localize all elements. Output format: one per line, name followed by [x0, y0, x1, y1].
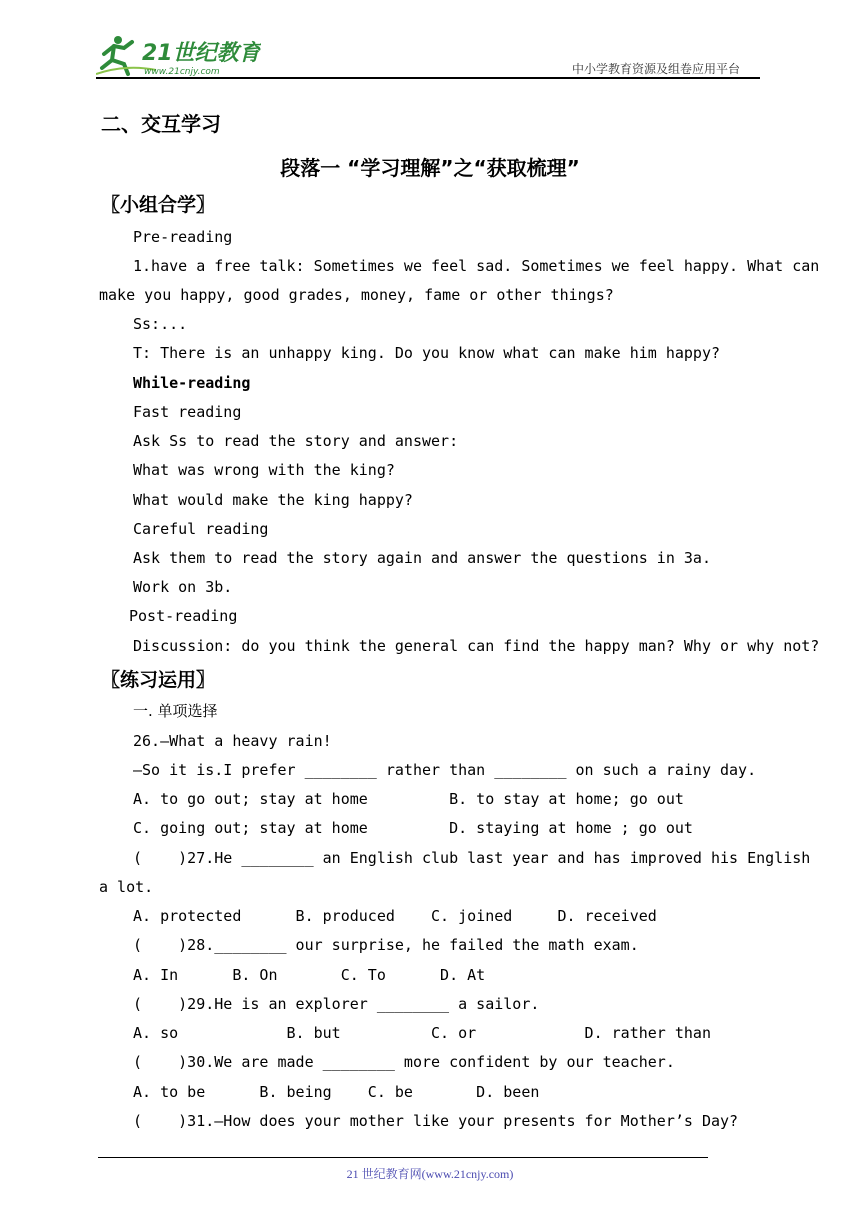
option-line: A. protected B. produced C. joined D. received — [133, 907, 657, 925]
logo-text: 21世纪教育 — [142, 41, 261, 66]
question-line: ( )27.He ________ an English club last year and has improved his English — [133, 849, 811, 867]
site-logo — [96, 34, 261, 78]
logo-url-text: www.21cnjy.com — [144, 67, 220, 77]
text-line: Fast reading — [133, 403, 242, 421]
question-line: 26.—What a heavy rain! — [133, 732, 332, 750]
question-line: ( )29.He is an explorer ________ a sailor. — [133, 995, 540, 1013]
footer-text: 21 世纪教育网(www.21cnjy.com) — [346, 1167, 514, 1181]
text-line: Ask Ss to read the story and answer: — [133, 432, 459, 450]
pre-reading-label: Pre-reading — [133, 228, 233, 246]
option-line: A. In B. On C. To D. At — [133, 966, 486, 984]
paragraph-title: 段落一 “学习理解”之“获取梳理” — [280, 156, 580, 180]
question-line: a lot. — [99, 878, 154, 896]
question-line: ( )31.—How does your mother like your presents for Mother’s Day? — [133, 1112, 739, 1130]
text-line: 1.have a free talk: Sometimes we feel sad. Sometimes we feel happy. What can — [133, 257, 820, 275]
post-reading-label: Post-reading — [129, 607, 238, 625]
option-line: A. to be B. being C. be D. been — [133, 1083, 540, 1101]
option-line: A. so B. but C. or D. rather than — [133, 1024, 711, 1042]
text-line: Work on 3b. — [133, 578, 233, 596]
question-line: ( )30.We are made ________ more confident by our teacher. — [133, 1053, 675, 1071]
text-line: What was wrong with the king? — [133, 461, 395, 479]
text-line: Discussion: do you think the general can find the happy man? Why or why not? — [133, 637, 820, 655]
question-line: —So it is.I prefer ________ rather than ________ on such a rainy day. — [133, 761, 757, 779]
header-divider — [96, 77, 760, 79]
group-heading: 〖小组合学〗 — [101, 194, 216, 216]
question-line: ( )28.________ our surprise, he failed the math exam. — [133, 936, 639, 954]
section-title: 二、交互学习 — [101, 112, 221, 136]
text-line: Ask them to read the story again and answer the questions in 3a. — [133, 549, 711, 567]
header-platform-text: 中小学教育资源及组卷应用平台 — [572, 62, 741, 76]
text-line: T: There is an unhappy king. Do you know what can make him happy? — [133, 344, 720, 362]
footer-divider — [98, 1157, 708, 1158]
text-line: What would make the king happy? — [133, 491, 413, 509]
text-line: Careful reading — [133, 520, 269, 538]
while-reading-label: While-reading — [133, 374, 251, 392]
text-line: Ss:... — [133, 315, 188, 333]
option-line: C. going out; stay at home D. staying at home ; go out — [133, 819, 693, 837]
practice-heading: 〖练习运用〗 — [101, 669, 216, 691]
option-line: A. to go out; stay at home B. to stay at home; go out — [133, 790, 684, 808]
text-line: make you happy, good grades, money, fame or other things? — [99, 286, 614, 304]
question-section-heading: 一. 单项选择 — [133, 702, 218, 720]
